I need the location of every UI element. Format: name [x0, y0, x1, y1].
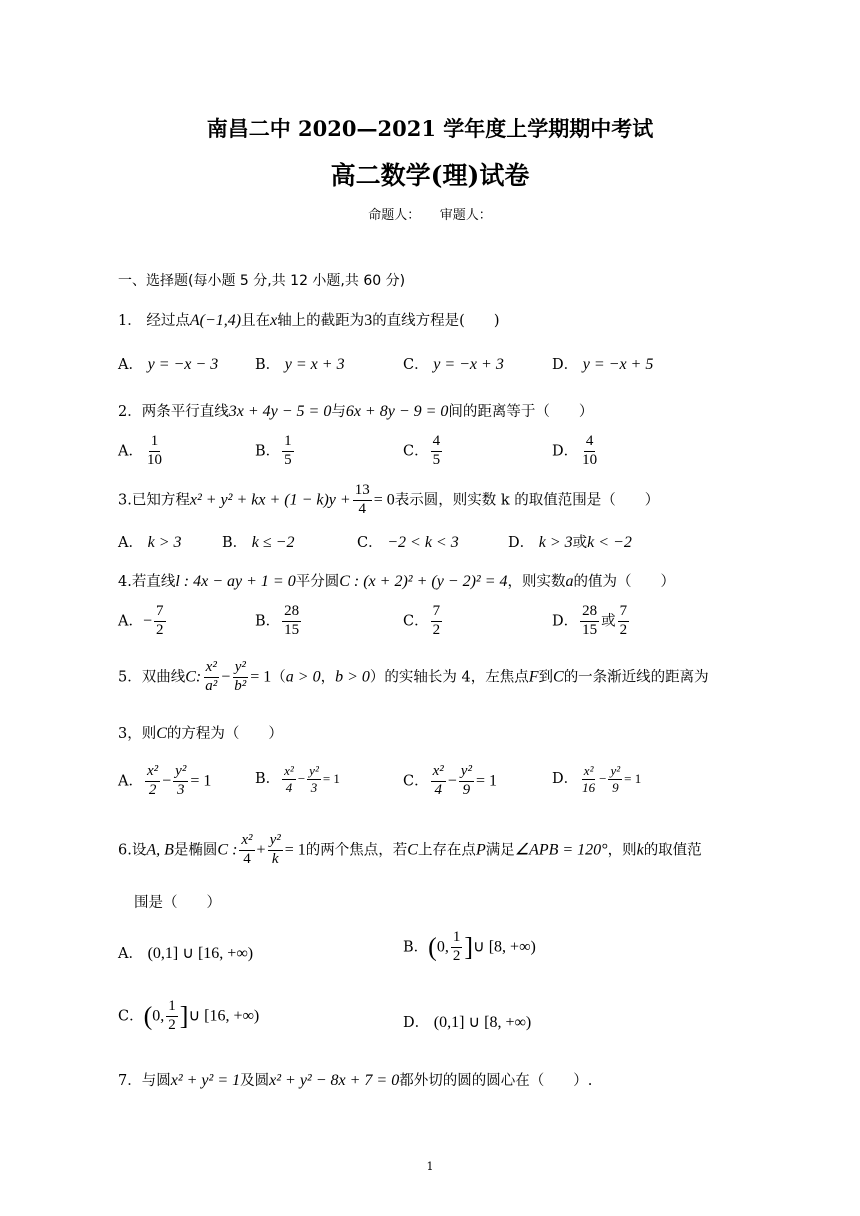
exam-title: 南昌二中 2020—2021 学年度上学期期中考试: [206, 116, 654, 141]
q5-text-6: 的一条渐近线的距离为: [563, 669, 709, 686]
question-2: [118, 400, 593, 421]
question-1: [118, 309, 500, 330]
frac-num: x²: [431, 764, 446, 782]
frac-den: 2: [452, 947, 461, 964]
q6-option-b: [403, 930, 536, 965]
q1-option-b: [255, 353, 345, 374]
option-or: 或: [601, 613, 616, 630]
frac-num: 7: [154, 604, 166, 622]
q5-math-equals: = 1: [250, 668, 272, 686]
frac-den: 2: [432, 621, 441, 638]
frac-num: x²: [284, 763, 294, 778]
q6-text-3: 的两个焦点，若: [305, 842, 408, 859]
frac-den: 10: [582, 451, 598, 468]
q6-math-angle: ∠APB = 120°: [514, 841, 608, 859]
q1-text-3: 轴上的截距为: [277, 313, 365, 329]
frac-num: y²: [610, 763, 621, 778]
frac-den: 9: [612, 779, 619, 795]
q5-math-c2: C: [553, 668, 564, 686]
frac-num: y²: [459, 764, 474, 782]
question-7: [118, 1069, 592, 1090]
question-number: 5．: [118, 669, 142, 686]
option-value: k < −2: [587, 534, 632, 551]
q6-math-plus: +: [256, 841, 266, 859]
q4-text-1: 若直线: [131, 574, 176, 590]
option-value: −2 < k < 3: [387, 534, 459, 551]
q6-text-1: 设: [131, 842, 147, 859]
option-fraction: [282, 764, 296, 794]
option-label: C．: [403, 443, 429, 460]
q1-text-1: 经过点: [146, 313, 190, 329]
option-fraction: [173, 764, 188, 799]
frac-num: 1: [282, 434, 294, 452]
frac-den: 4: [434, 781, 442, 798]
q4-text-3: ，则实数: [507, 574, 566, 590]
option-value: k ≤ −2: [251, 534, 295, 551]
q5-math-b: b > 0: [335, 668, 370, 686]
q7-math-circle2: x² + y² − 8x + 7 = 0: [269, 1072, 400, 1089]
q4-text-4: 的值为（ ）: [573, 574, 676, 590]
q3-text-2: 表示圆，则实数 k 的取值范围是（ ）: [394, 492, 660, 509]
option-fraction: [431, 434, 443, 469]
q6-text-5: 满足: [485, 842, 515, 859]
option-fraction: [459, 764, 474, 799]
left-paren-icon: (: [143, 1001, 153, 1031]
frac-den: 10: [146, 451, 162, 468]
q2-option-c: [403, 434, 444, 469]
q2-text-2: 与: [331, 404, 346, 420]
q4-option-d: [552, 604, 631, 639]
frac-num: 1: [451, 930, 463, 948]
frac-num: y²: [173, 764, 188, 782]
option-value: k > 3: [147, 534, 182, 551]
q2-option-b: [255, 434, 296, 469]
q6-option-c: [118, 999, 259, 1034]
q6-math-p: P: [475, 841, 486, 859]
option-label: D．: [552, 613, 579, 630]
frac-den: 2: [148, 781, 157, 798]
q3-option-d: [508, 531, 632, 552]
question-number: 4.: [118, 574, 132, 590]
frac-num: 13: [353, 483, 372, 501]
frac-num: 4: [584, 434, 596, 452]
q5-text-4: ）的实轴长为 4，左焦点: [369, 669, 529, 686]
question-5: [118, 660, 709, 695]
frac-num: x²: [204, 660, 219, 678]
q3-option-b: [222, 531, 294, 552]
q5-text-1: 双曲线: [141, 669, 186, 686]
q5-option-a: A． $\frac{\text{x²}}{2}$ − $\frac{\text{y²}}{3}$ = 1: [118, 763, 212, 798]
option-label: B．: [222, 535, 248, 551]
q5-text-2: （: [271, 669, 286, 686]
frac-den: 2: [619, 621, 628, 638]
q6-option-d: [403, 1011, 531, 1032]
frac-den: 3: [177, 781, 185, 798]
right-bracket-icon: ]: [464, 932, 473, 962]
frac-den: 15: [284, 621, 300, 638]
q6-math-c2: C: [407, 841, 418, 859]
q1-option-d: [552, 353, 653, 374]
frac-num: x²: [239, 833, 254, 851]
q2-text-1: 两条平行直线: [141, 404, 229, 420]
q6-math-c: C :: [217, 841, 238, 859]
q7-text-1: 与圆: [141, 1073, 171, 1089]
option-value: y = −x − 3: [147, 356, 219, 373]
frac-num: x²: [583, 763, 594, 778]
option-fraction: [154, 604, 166, 639]
q4-option-c: [403, 604, 444, 639]
q1-math-3: 3: [364, 312, 373, 329]
option-label: B．: [255, 771, 281, 788]
q4-option-a: [118, 604, 168, 639]
option-fraction: [451, 930, 463, 965]
option-fraction: [166, 999, 178, 1034]
option-value: ∪ [8, +∞): [473, 938, 536, 956]
frac-num: 7: [618, 604, 630, 622]
frac-den: 4: [358, 500, 366, 517]
option-value: 0,: [152, 1007, 165, 1025]
question-number: 1．: [118, 313, 142, 329]
option-label: A．: [118, 443, 143, 460]
q5-fraction-x: [203, 660, 219, 695]
option-label: C．: [118, 1008, 144, 1025]
frac-num: 4: [431, 434, 443, 452]
q1-option-a: [118, 353, 218, 374]
frac-den: a²: [205, 677, 218, 694]
q3-fraction: [353, 483, 372, 518]
option-fraction: [618, 604, 630, 639]
q5-option-d: D． $\frac{\text{x²}}{16}$ − $\frac{\text{y²}}{9}$ = 1: [552, 763, 642, 795]
option-equals: = 1: [322, 771, 340, 787]
q5-math-c: C:: [185, 668, 202, 686]
q6-text-6: ，则: [607, 842, 637, 859]
q6-text-7: 的取值范: [643, 842, 702, 859]
option-label: D．: [403, 1015, 430, 1031]
option-fraction: [282, 604, 301, 639]
option-fraction: [580, 604, 599, 639]
right-bracket-icon: ]: [179, 1001, 189, 1031]
q5-option-c: C． $\frac{\text{x²}}{4}$ − $\frac{\text{y²}}{9}$ = 1: [403, 763, 497, 798]
question-number: 7．: [118, 1073, 142, 1089]
question-number: 2．: [118, 404, 142, 420]
option-label: C．: [403, 357, 429, 373]
option-fraction: [580, 434, 599, 469]
q3-math-equation: x² + y² + kx + (1 − k)y +: [189, 491, 351, 509]
question-3: [118, 483, 659, 518]
q5-line2-text-2: 的方程为（ ）: [166, 726, 283, 742]
option-fraction: [608, 764, 622, 794]
frac-num: 1: [149, 434, 161, 452]
option-value: y = x + 3: [284, 356, 345, 373]
question-number: 6.: [118, 842, 132, 859]
frac-den: 16: [582, 779, 596, 795]
question-4: [118, 570, 675, 591]
q1-math-point: A(−1,4): [189, 312, 242, 329]
option-equals: = 1: [190, 772, 212, 790]
q5-math-f: F: [528, 668, 539, 686]
left-paren-icon: (: [428, 932, 437, 962]
q7-math-circle1: x² + y² = 1: [170, 1072, 241, 1089]
frac-num: y²: [268, 833, 283, 851]
q6-option-a: [118, 942, 253, 963]
option-fraction: [580, 764, 597, 794]
option-minus: −: [142, 612, 153, 630]
q6-fraction-x: [239, 833, 254, 868]
option-value: ∪ [16, +∞): [188, 1007, 260, 1025]
q4-text-2: 平分圆: [295, 574, 340, 590]
q5-option-b: B． $\frac{\text{x²}}{4}$ − $\frac{\text{y²}}{3}$ = 1: [255, 763, 340, 795]
q5-fraction-y: [232, 660, 248, 695]
frac-num: y²: [309, 763, 319, 778]
q3-math-equals: = 0: [373, 491, 395, 509]
q4-math-line: l : 4x − ay + 1 = 0: [175, 573, 296, 590]
q1-math-x: x: [270, 312, 278, 329]
q5-text-3: ，: [320, 669, 336, 686]
q2-math-line1: 3x + 4y − 5 = 0: [228, 403, 332, 420]
q3-option-c: [357, 531, 459, 552]
option-equals: = 1: [475, 772, 497, 790]
section-heading: 一、选择题(每小题 5 分,共 12 小题,共 60 分): [118, 273, 406, 289]
option-label: B．: [255, 443, 281, 460]
option-fraction: [431, 764, 446, 799]
q6-text-4: 上存在点: [417, 842, 476, 859]
option-label: A．: [118, 613, 143, 630]
q1-text-4: 的直线方程是( ): [372, 313, 500, 329]
option-fraction: [145, 764, 160, 799]
q6-math-equals: = 1: [284, 841, 306, 859]
option-label: D．: [552, 443, 579, 460]
option-value: y = −x + 3: [433, 356, 504, 373]
option-label: B．: [255, 357, 281, 373]
q5-text-5: 到: [538, 669, 554, 686]
q7-text-3: 都外切的圆的圆心在（ ）.: [399, 1073, 593, 1089]
option-equals: = 1: [624, 771, 642, 787]
question-5-line-2: [118, 722, 283, 743]
frac-num: 28: [580, 604, 599, 622]
frac-den: 9: [462, 781, 471, 798]
frac-den: 4: [285, 779, 293, 795]
option-value: y = −x + 5: [582, 356, 654, 373]
q1-option-c: [403, 353, 504, 374]
option-value: 0,: [436, 938, 449, 956]
frac-den: 5: [284, 451, 292, 468]
q6-fraction-y: [268, 833, 283, 868]
option-label: A．: [118, 773, 143, 790]
option-label: C．: [403, 613, 429, 630]
q4-math-circle: C : (x + 2)² + (y − 2)² = 4: [339, 573, 508, 590]
q6-math-ab: A, B: [146, 841, 174, 859]
option-fraction: [145, 434, 164, 469]
q4-option-b: [255, 604, 303, 639]
option-label: C．: [357, 535, 383, 551]
option-value: k > 3: [538, 534, 573, 551]
frac-num: x²: [145, 764, 160, 782]
option-label: A．: [118, 357, 143, 373]
q2-text-3: 间的距离等于（ ）: [448, 404, 594, 420]
option-value: (0,1] ∪ [16, +∞): [147, 945, 254, 962]
option-or: 或: [572, 535, 588, 551]
question-number: 3.: [118, 492, 132, 509]
option-fraction: [307, 764, 321, 794]
q3-text-1: 已知方程: [131, 492, 190, 509]
option-label: D．: [552, 771, 579, 788]
frac-den: b²: [234, 677, 247, 694]
q2-option-d: [552, 434, 601, 469]
option-label: B．: [403, 939, 429, 956]
q5-math-a: a > 0: [285, 668, 321, 686]
frac-den: 2: [156, 621, 164, 638]
option-value: (0,1] ∪ [8, +∞): [433, 1014, 532, 1031]
exam-subtitle: 高二数学(理)试卷: [330, 161, 530, 190]
q4-math-a: a: [565, 573, 574, 590]
exam-setters: 命题人： 审题人：: [368, 208, 492, 223]
q2-option-a: [118, 434, 166, 469]
q5-math-minus: −: [221, 668, 231, 686]
frac-den: 2: [168, 1016, 176, 1033]
q2-math-line2: 6x + 8y − 9 = 0: [345, 403, 449, 420]
frac-num: 28: [282, 604, 301, 622]
q7-text-2: 及圆: [240, 1073, 270, 1089]
question-6: [118, 833, 702, 868]
q6-math-k: k: [636, 841, 644, 859]
q5-line2-text-1: 3，则: [118, 726, 157, 742]
frac-den: 4: [243, 850, 251, 867]
frac-num: 1: [166, 999, 178, 1017]
q5-line2-math: C: [156, 725, 167, 742]
option-label: C．: [403, 773, 429, 790]
option-label: D．: [552, 357, 579, 373]
frac-num: y²: [233, 660, 248, 678]
option-fraction: [282, 434, 294, 469]
option-label: A．: [118, 946, 143, 962]
frac-num: 7: [431, 604, 443, 622]
page-number: 1: [426, 1160, 434, 1173]
option-label: B．: [255, 613, 281, 630]
q6-text-2: 是椭圆: [173, 842, 218, 859]
option-label: A．: [118, 535, 143, 551]
frac-den: 3: [310, 779, 318, 795]
frac-den: 5: [432, 451, 441, 468]
option-fraction: [431, 604, 443, 639]
question-6-line-2: 围是（ ）: [134, 895, 221, 911]
q3-option-a: [118, 531, 182, 552]
q1-text-2: 且在: [241, 313, 271, 329]
frac-den: k: [271, 850, 279, 867]
frac-den: 15: [582, 621, 598, 638]
option-label: D．: [508, 535, 535, 551]
